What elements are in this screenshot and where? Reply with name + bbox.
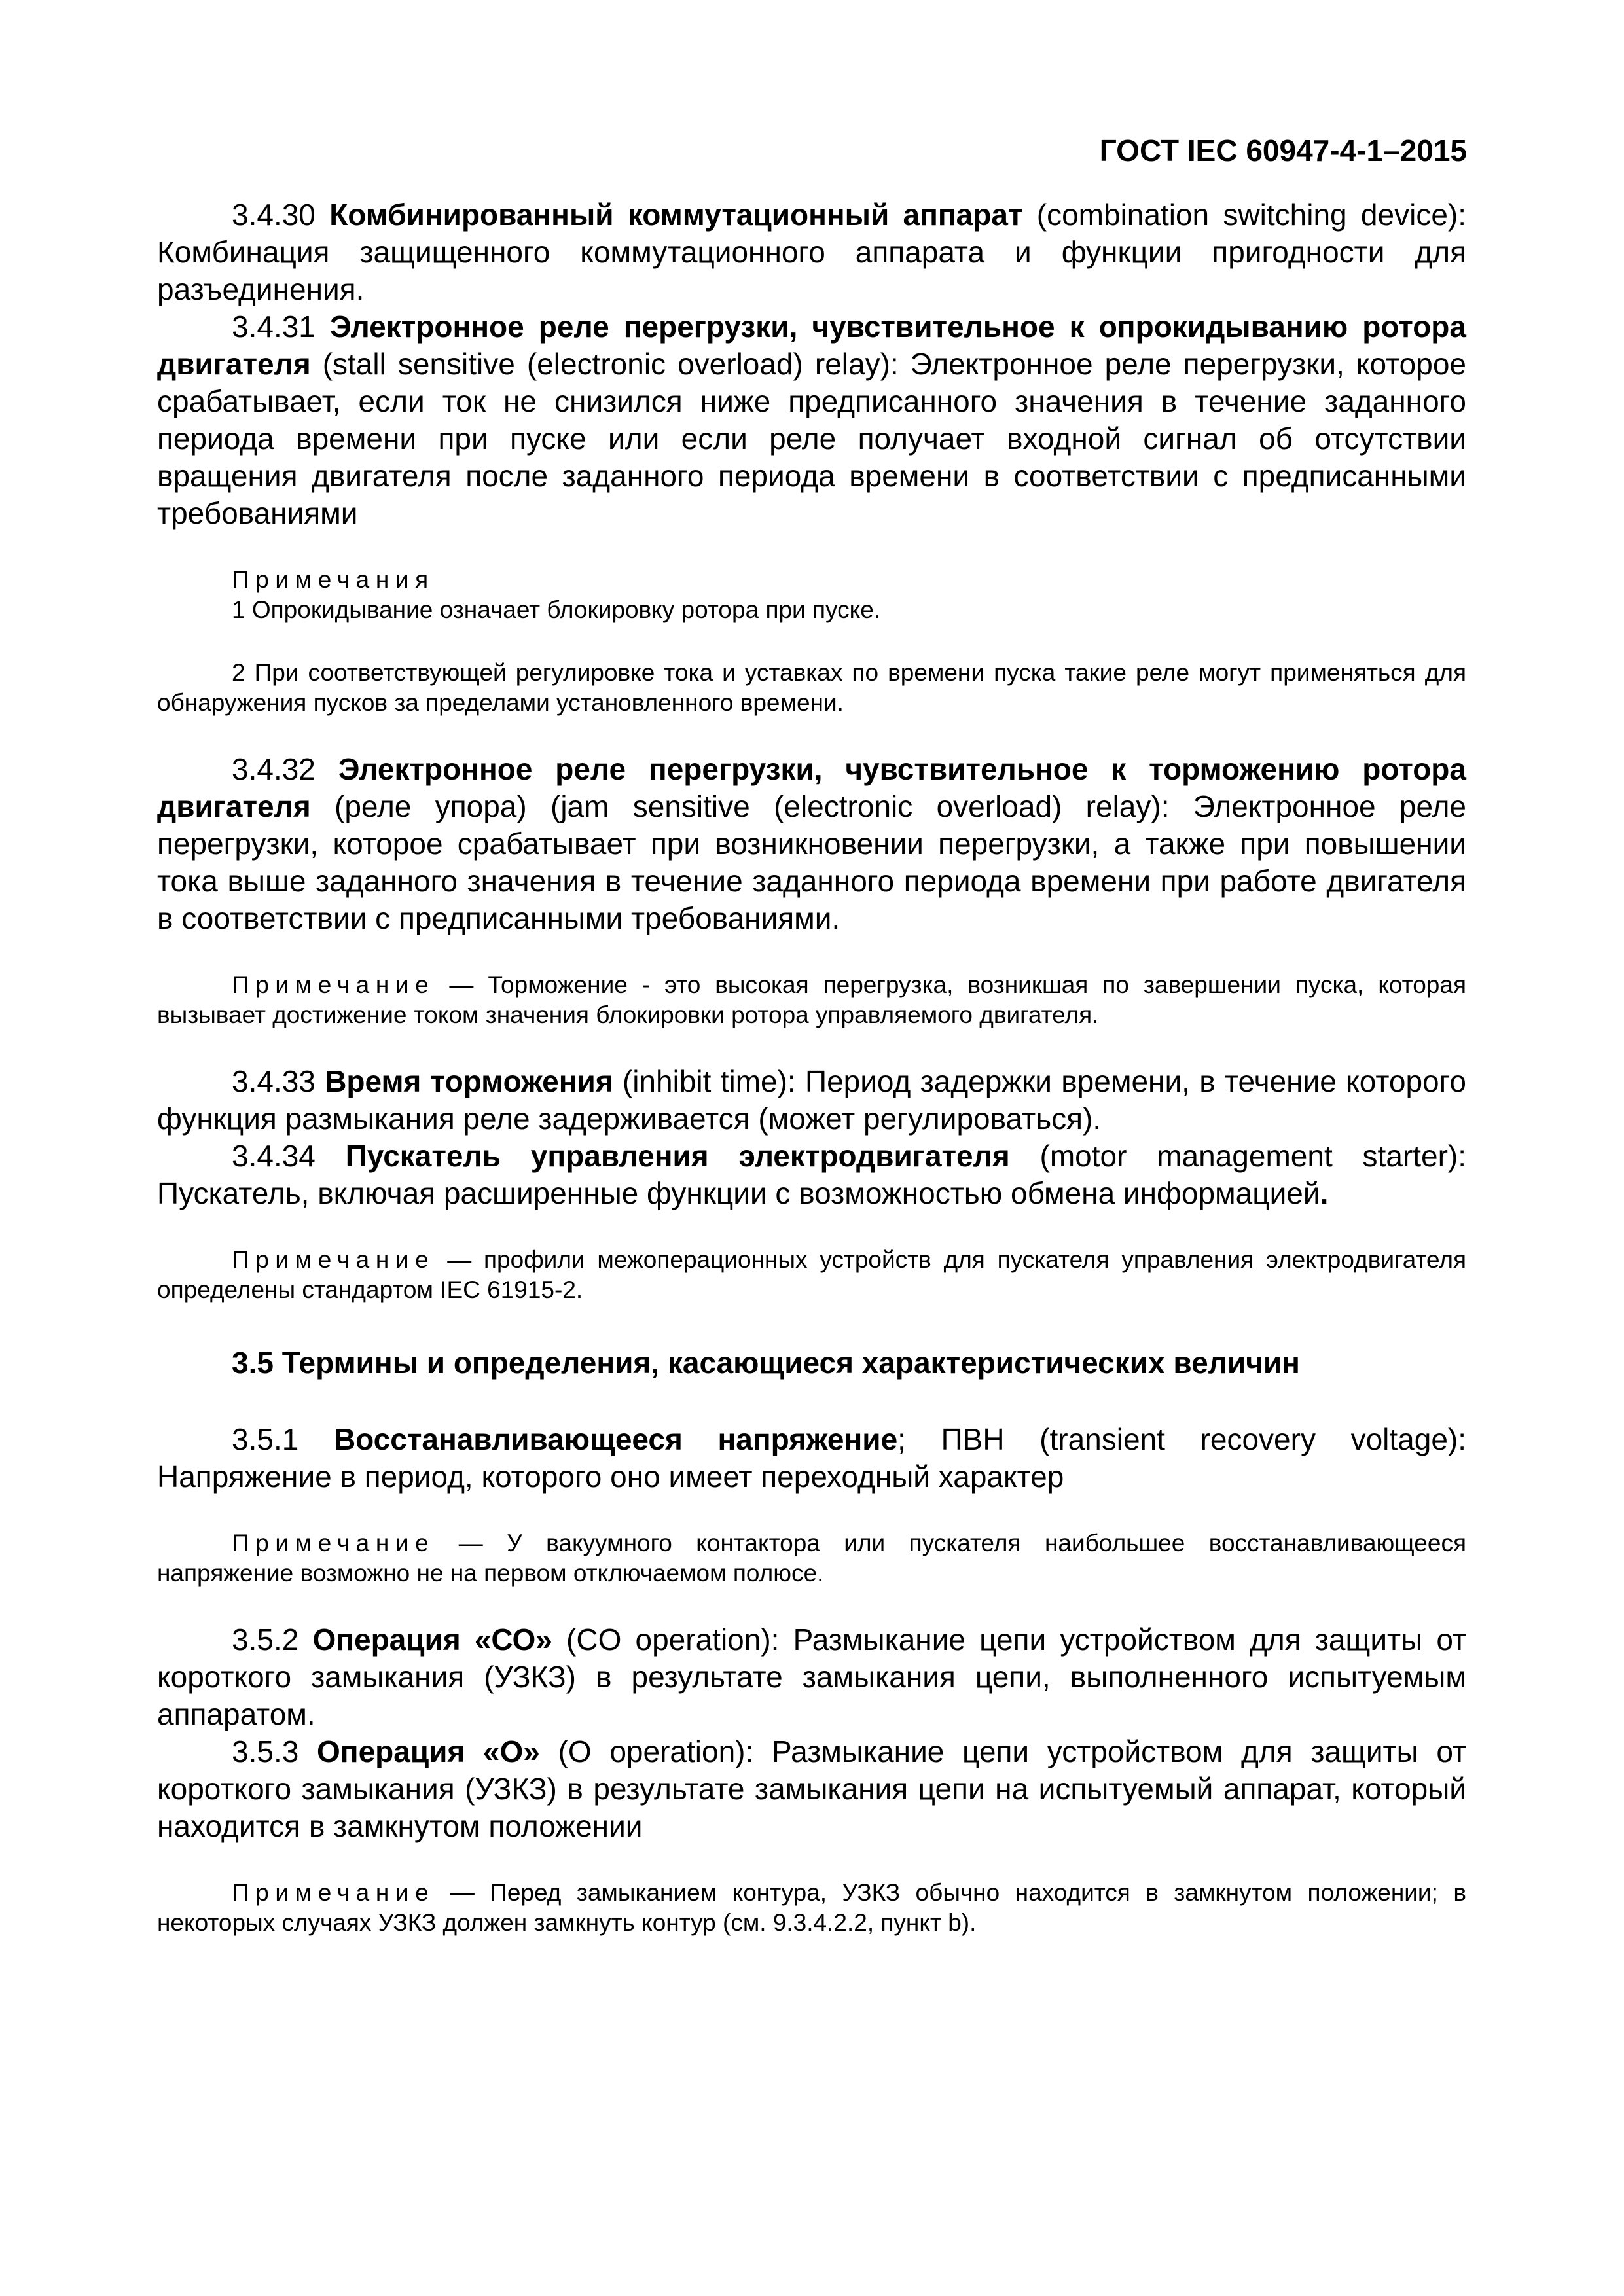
term-number: 3.5.3: [232, 1734, 317, 1768]
term-name: Восстанавливающееся напряжение: [333, 1422, 898, 1456]
note-dash: —: [435, 1879, 490, 1906]
term-definition: (stall sensitive (electronic overload) relay): Электронное реле перегрузки, которое срабатывает, если ток не снизился ниже предписанного значения в течение заданного периода времени при пуске или если реле получает входной сигнал об отсутствии вращения двигателя после заданного периода времени в соответствии с предписанными требованиями: [157, 347, 1466, 530]
term-3-4-30: [157, 196, 1466, 308]
document-body: [157, 196, 1466, 1938]
term-definition: (реле упора) (jam sensitive (electronic overload) relay): Электронное реле перегрузки, которое срабатывает при возникновении перегрузки, а также при повышении тока выше заданного значения в течение заданного периода времени при работе двигателя в соответствии с предписанными требованиями.: [157, 789, 1466, 935]
term-3-5-1: [157, 1421, 1466, 1496]
note-label: Примечание: [232, 1246, 435, 1273]
note-label: Примечание: [232, 971, 435, 998]
section-3-5-heading: 3.5 Термины и определения, касающиеся характеристических величин: [232, 1346, 1300, 1380]
notes-label: [157, 565, 1466, 595]
term-definition: (combination switching device): Комбинация защищенного коммутационного аппарата и функции пригодности для разъединения.: [157, 198, 1466, 306]
term-definition: (O operation): Размыкание цепи устройством для защиты от короткого замыкания (УЗКЗ) в результате замыкания цепи на испытуемый аппарат, который находится в замкнутом положении: [157, 1734, 1466, 1843]
term-3-5-3: [157, 1733, 1466, 1845]
term-definition: ; ПВН (transient recovery voltage): Напряжение в период, которого оно имеет переходный характер: [157, 1422, 1466, 1494]
document-code-header: ГОСТ IEC 60947-4-1–2015: [1099, 134, 1467, 168]
term-end-period: .: [1320, 1176, 1329, 1210]
note-3-4-31-2: 2 При соответствующей регулировке тока и уставках по времени пуска такие реле могут применяться для обнаружения пусков за пределами установленного времени.: [157, 659, 1466, 716]
term-definition: (motor management starter): Пускатель, включая расширенные функции с возможностью обмена информацией: [157, 1139, 1466, 1210]
term-3-4-32: [157, 751, 1466, 937]
term-name: Комбинированный коммутационный аппарат: [329, 198, 1023, 232]
term-name: Электронное реле перегрузки, чувствительное к опрокидыванию ротора двигателя: [157, 310, 1466, 381]
term-definition: (inhibit time): Период задержки времени, в течение которого функция размыкания реле задерживается (может регулироваться).: [157, 1064, 1466, 1136]
note-text: Перед замыканием контура, УЗКЗ обычно находится в замкнутом положении; в некоторых случаях УЗКЗ должен замкнуть контур (см. 9.3.4.2.2, пункт b).: [157, 1879, 1467, 1936]
note-3-4-31-1: 1 Опрокидывание означает блокировку ротора при пуске.: [232, 596, 881, 623]
term-number: 3.4.31: [232, 310, 330, 344]
note-text: — У вакуумного контактора или пускателя наибольшее восстанавливающееся напряжение возможно не на первом отключаемом полюсе.: [157, 1530, 1466, 1587]
note-3-4-34: [157, 1245, 1466, 1305]
term-name: Операция «О»: [317, 1734, 540, 1768]
term-number: 3.5.1: [232, 1422, 334, 1456]
term-number: 3.4.34: [232, 1139, 346, 1173]
note-3-5-1: [157, 1528, 1466, 1588]
term-definition: (CO operation): Размыкание цепи устройством для защиты от короткого замыкания (УЗКЗ) в результате замыкания цепи, выполненного испытуемым аппаратом.: [157, 1623, 1466, 1731]
term-number: 3.4.30: [232, 198, 330, 232]
term-3-4-34: [157, 1138, 1466, 1212]
term-3-4-31: [157, 308, 1466, 532]
note-3-4-32: [157, 970, 1466, 1030]
term-3-4-33: [157, 1063, 1466, 1138]
term-name: Время торможения: [325, 1064, 613, 1098]
term-number: 3.5.2: [232, 1623, 313, 1657]
term-name: Электронное реле перегрузки, чувствительное к торможению ротора двигателя: [157, 752, 1466, 823]
note-label: Примечание: [232, 1879, 435, 1906]
term-name: Пускатель управления электродвигателя: [345, 1139, 1010, 1173]
note-text: — Торможение - это высокая перегрузка, возникшая по завершении пуска, которая вызывает достижение током значения блокировки ротора управляемого двигателя.: [157, 971, 1466, 1028]
term-3-5-2: [157, 1621, 1466, 1733]
term-name: Операция «СО»: [312, 1623, 552, 1657]
note-label: Примечание: [232, 1530, 435, 1556]
note-3-5-3: [157, 1878, 1466, 1938]
term-number: 3.4.32: [232, 752, 338, 786]
term-number: 3.4.33: [232, 1064, 325, 1098]
notes-label-text: Примечания: [232, 566, 435, 593]
note-text: — профили межоперационных устройств для пускателя управления электродвигателя определены стандартом IEC 61915-2.: [157, 1246, 1466, 1303]
